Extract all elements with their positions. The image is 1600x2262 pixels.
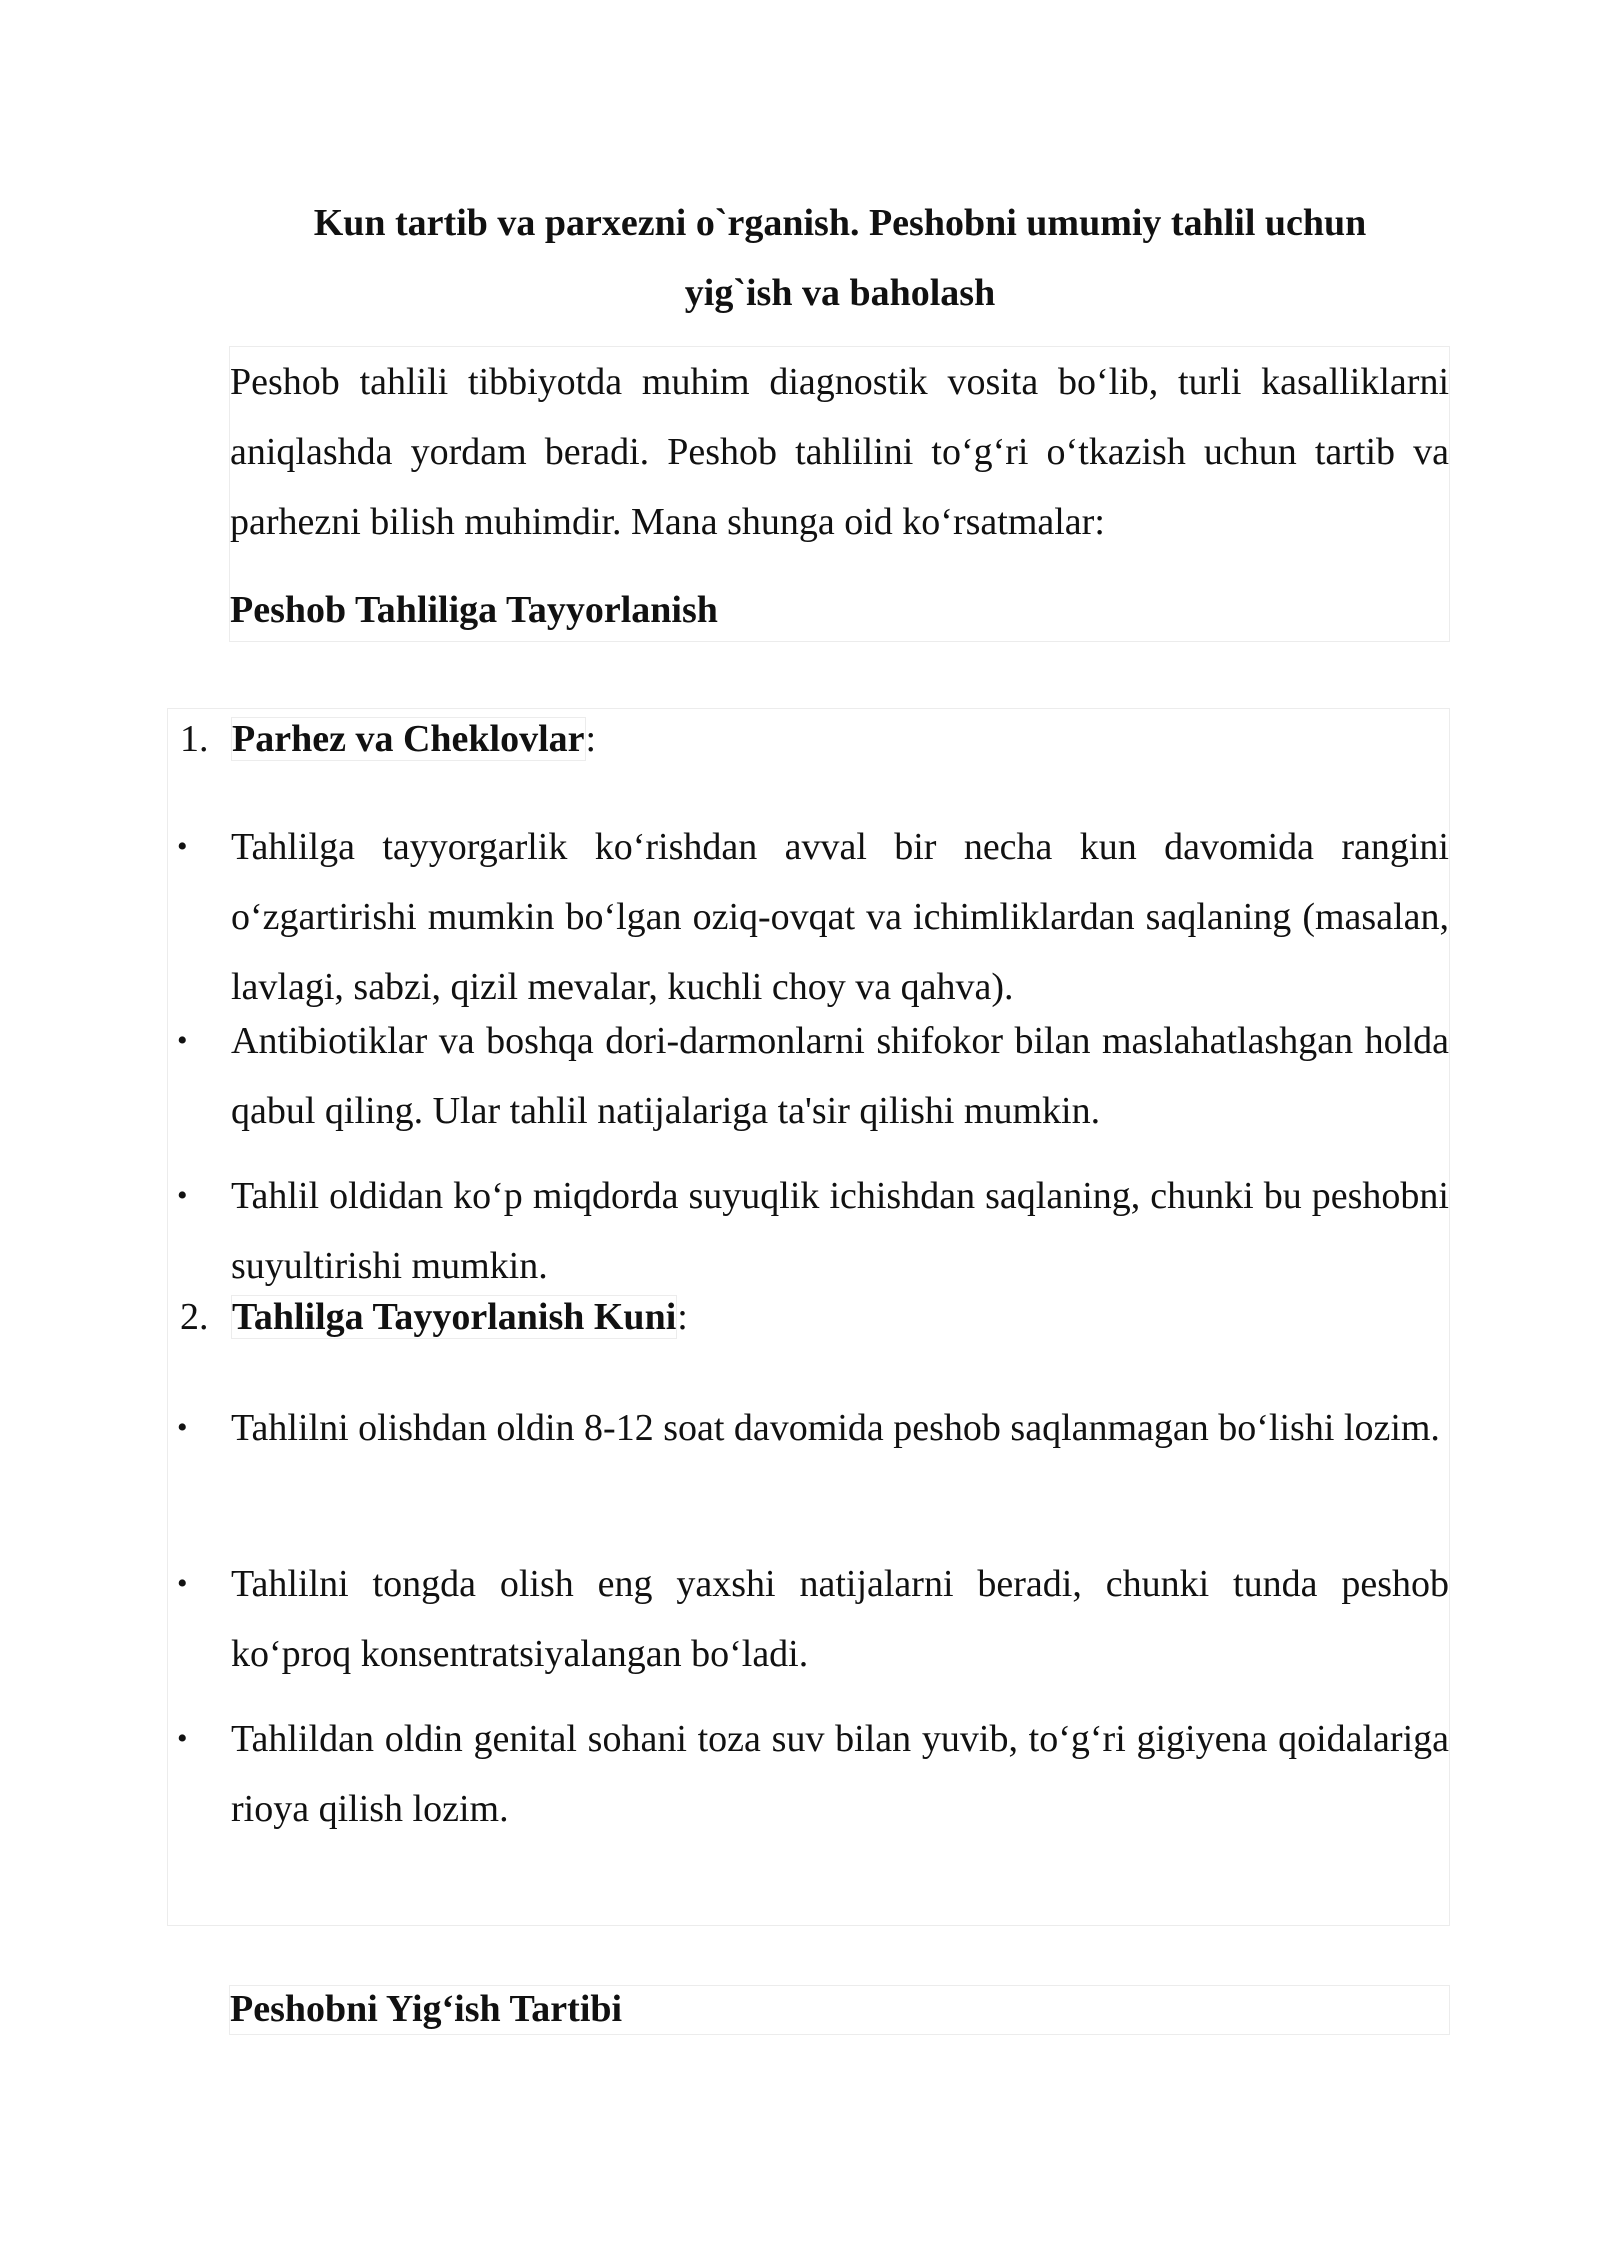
- bullet-icon: •: [177, 1179, 188, 1212]
- list-heading-text-2: Tahlilga Tayyorlanish Kuni: [232, 1296, 677, 1338]
- intro-block: [229, 346, 1450, 642]
- intro-paragraph: Peshob tahlili tibbiyotda muhim diagnostik vosita bo‘lib, turli kasalliklarni aniqlashda yordam beradi. Peshob tahlilini to‘g‘ri o‘tkazish uchun tartib va parhezni bilish muhimdir. Mana shunga oid ko‘rsatmalar:: [230, 361, 1449, 543]
- list-item-bullet: Tahlildan oldin genital sohani toza suv bilan yuvib, to‘g‘ri gigiyena qoidalariga rioya qilish lozim.: [231, 1718, 1449, 1830]
- list-item-heading-1: [231, 704, 596, 774]
- bullet-icon: •: [177, 1024, 188, 1057]
- bullet-icon: •: [177, 1722, 188, 1755]
- document-title: [230, 188, 1450, 328]
- bullet-icon: •: [177, 830, 188, 863]
- list-item-bullet: Antibiotiklar va boshqa dori-darmonlarni shifokor bilan maslahatlashgan holda qabul qiling. Ular tahlil natijalariga ta'sir qilishi mumkin.: [231, 1020, 1449, 1132]
- list-heading-suffix-2: :: [677, 1296, 688, 1338]
- section-heading-collection: Peshobni Yig‘ish Tartibi: [230, 1988, 623, 2030]
- bullet-icon: •: [177, 1411, 188, 1444]
- list-number-2: 2.: [180, 1296, 209, 1338]
- list-item-bullet: Tahlilni tongda olish eng yaxshi natijalarni beradi, chunki tunda peshob ko‘proq konsentratsiyalangan bo‘ladi.: [231, 1563, 1449, 1675]
- numbered-list: [167, 708, 1450, 1926]
- list-item-bullet: Tahlilga tayyorgarlik ko‘rishdan avval bir necha kun davomida rangini o‘zgartirishi mumkin bo‘lgan oziq-ovqat va ichimliklardan saqlaning (masalan, lavlagi, sabzi, qizil mevalar, kuchli choy va qahva).: [231, 826, 1449, 1008]
- list-item-heading-2: [231, 1282, 688, 1352]
- title-line-2: yig`ish va baholash: [684, 272, 996, 314]
- list-number-1: 1.: [180, 718, 209, 760]
- list-item-bullet: Tahlilni olishdan oldin 8-12 soat davomida peshob saqlanmagan bo‘lishi lozim.: [231, 1407, 1440, 1449]
- bullet-icon: •: [177, 1567, 188, 1600]
- list-heading-suffix-1: :: [585, 718, 597, 760]
- section-heading-block: [229, 1985, 1450, 2035]
- list-item-bullet: Tahlil oldidan ko‘p miqdorda suyuqlik ichishdan saqlaning, chunki bu peshobni suyultirishi mumkin.: [231, 1175, 1449, 1287]
- title-line-1: Kun tartib va parxezni o`rganish. Peshobni umumiy tahlil uchun: [313, 202, 1367, 244]
- list-heading-text-1: Parhez va Cheklovlar: [232, 718, 585, 760]
- section-heading-preparation: Peshob Tahliliga Tayyorlanish: [230, 589, 718, 631]
